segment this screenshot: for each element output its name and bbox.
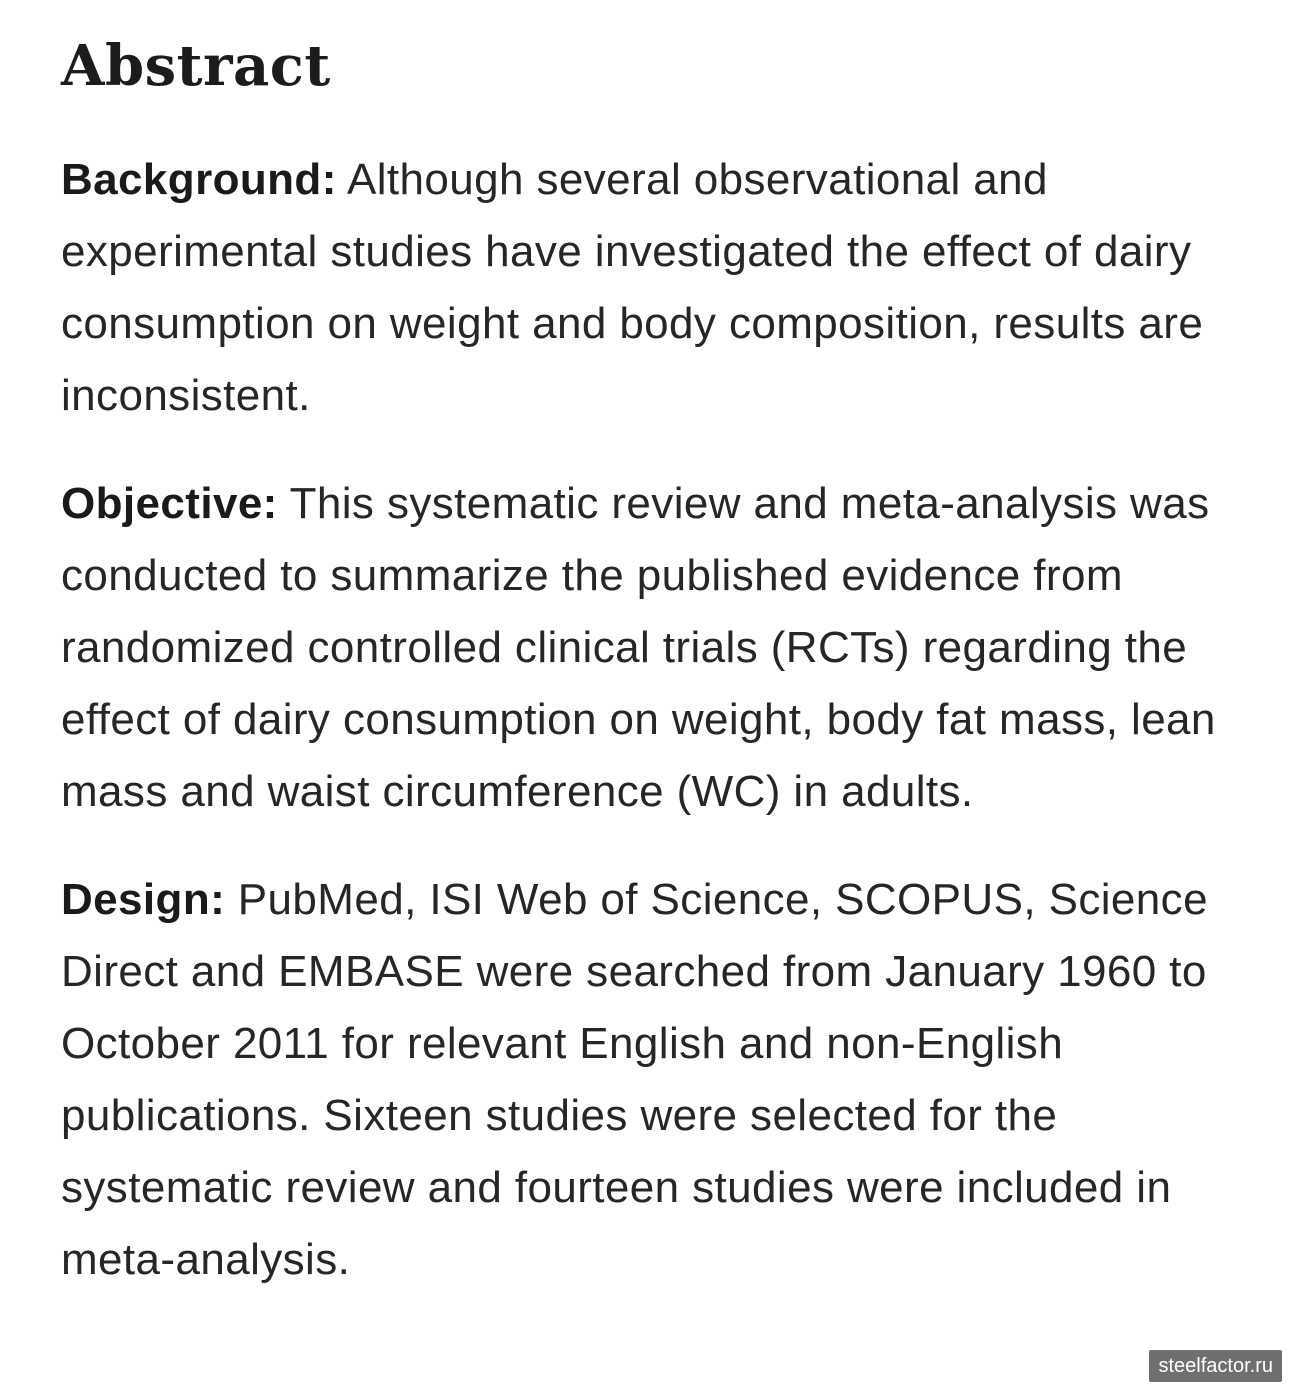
site-watermark: steelfactor.ru <box>1149 1350 1282 1382</box>
design-section <box>61 864 1241 1296</box>
background-section <box>61 144 1241 432</box>
objective-label: Objective: <box>61 479 278 528</box>
design-label: Design: <box>61 875 226 924</box>
objective-section <box>61 468 1241 828</box>
background-text: Although several observational and experimental studies have investigated the effect of dairy consumption on weight and body composition, results are inconsistent. <box>61 155 1204 420</box>
design-text: PubMed, ISI Web of Science, SCOPUS, Science Direct and EMBASE were searched from January 1960 to October 2011 for relevant English and non-English publications. Sixteen studies were selected for the systematic review and fourteen studies were included in meta-analysis. <box>61 875 1208 1284</box>
abstract-container <box>61 22 1241 1332</box>
background-label: Background: <box>61 155 337 204</box>
abstract-title: Abstract <box>61 33 331 99</box>
objective-text: This systematic review and meta-analysis was conducted to summarize the published evidence from randomized controlled clinical trials (RCTs) regarding the effect of dairy consumption on weight, body fat mass, lean mass and waist circumference (WC) in adults. <box>61 479 1216 816</box>
